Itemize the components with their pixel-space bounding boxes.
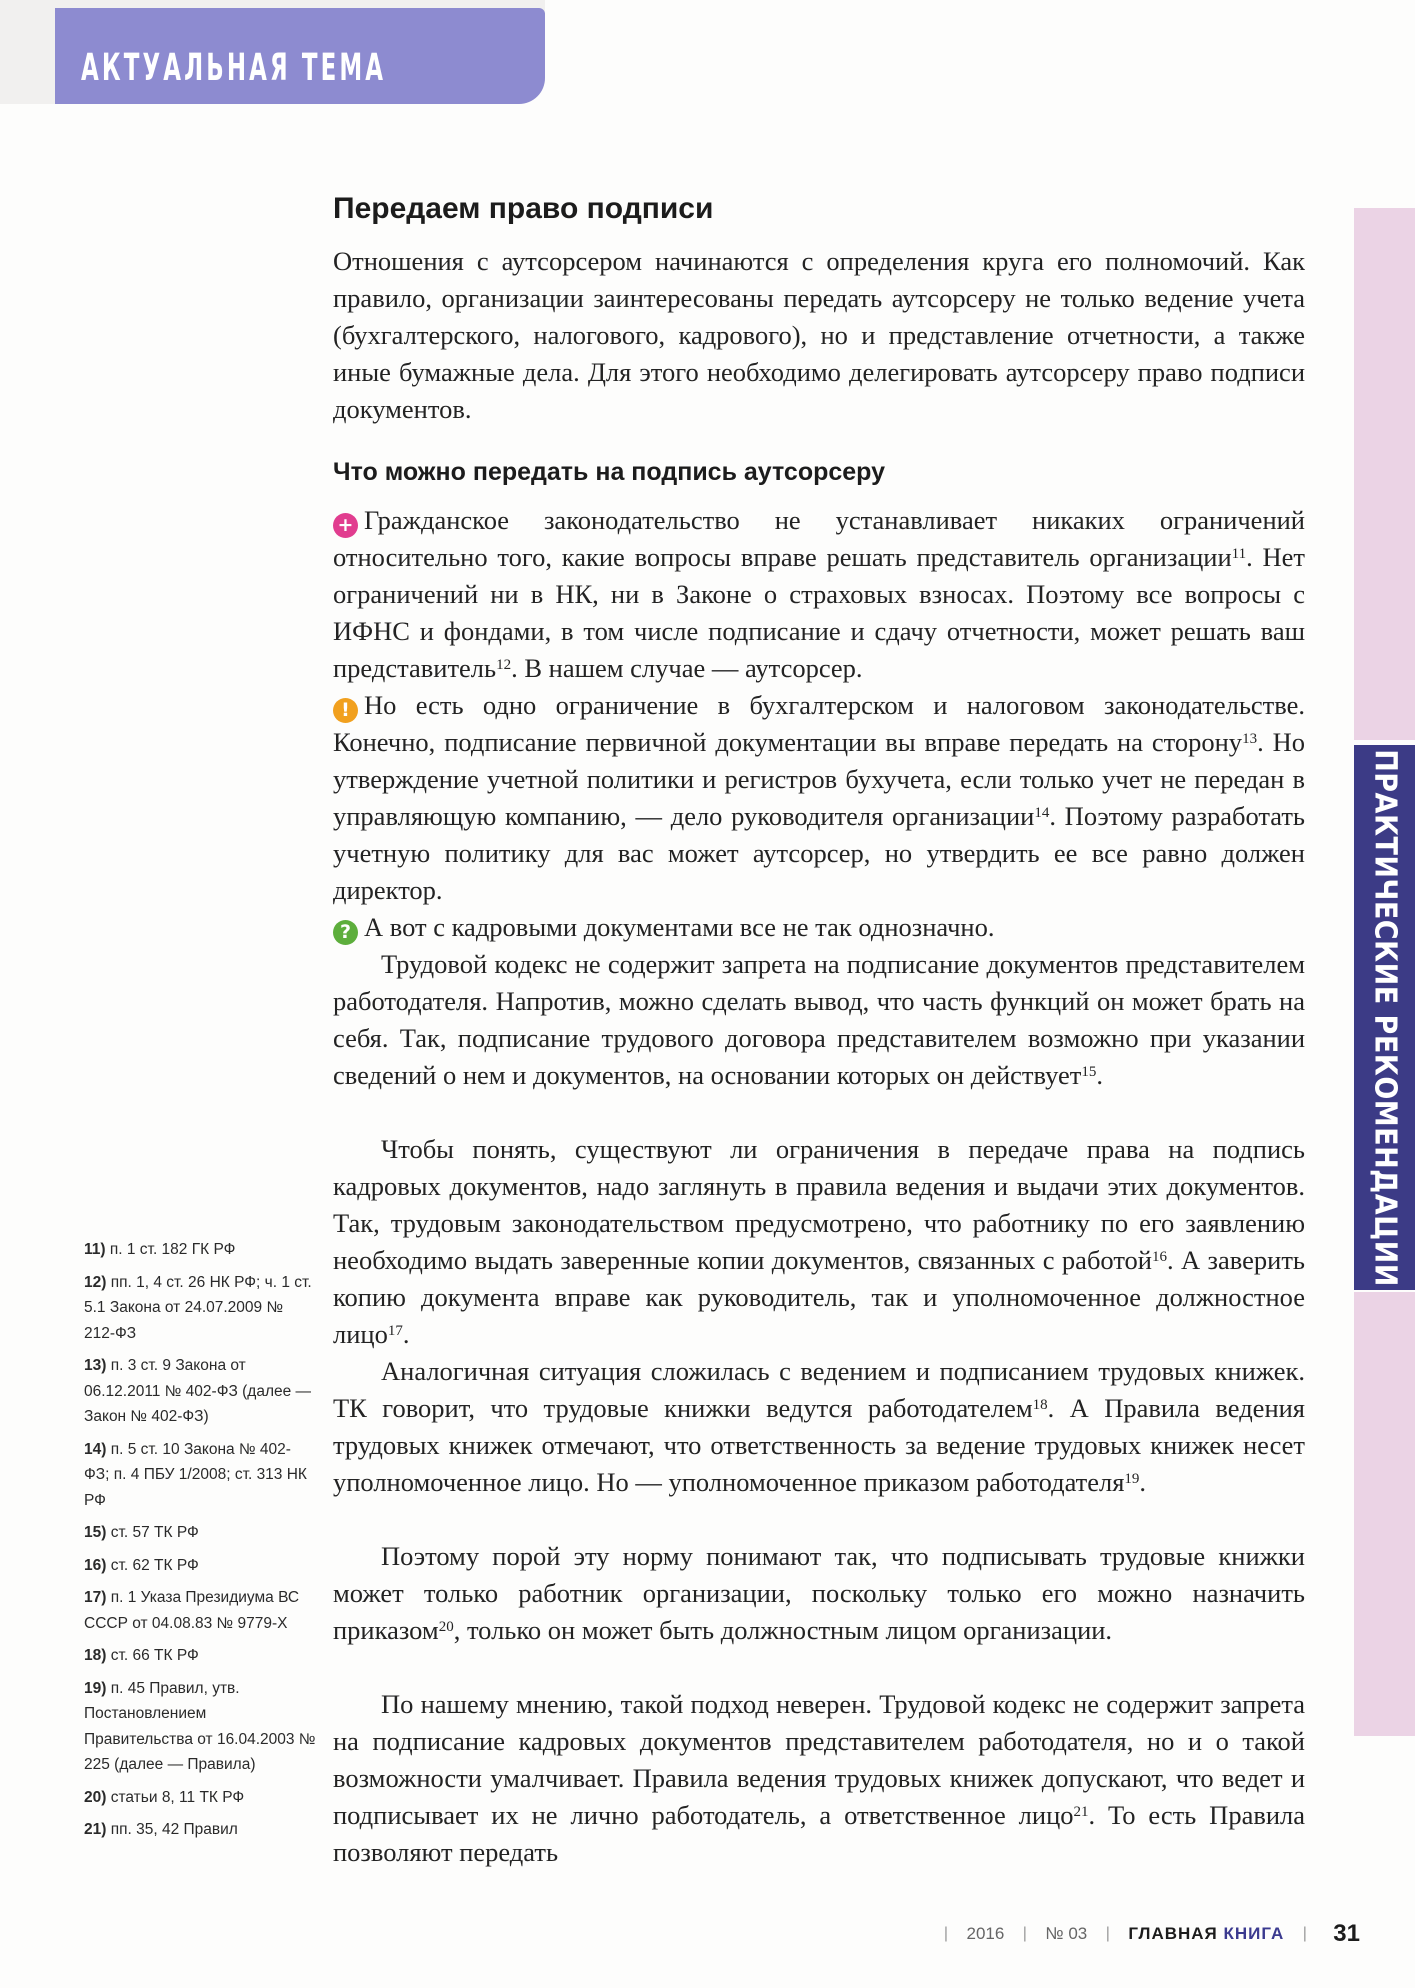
footnote: 19) п. 45 Правил, утв. Постановлением Правительства от 16.04.2003 № 225 (далее — Правила): [84, 1679, 316, 1773]
plus-icon: +: [333, 513, 358, 538]
footer-divider: |: [1022, 1925, 1027, 1942]
side-tab-decor-top: [1354, 208, 1415, 740]
article-heading: Передаем право подписи: [333, 192, 714, 225]
paragraph-5: Чтобы понять, существуют ли ограничения в передаче права на подпись кадровых документов, надо заглянуть в правила ведения и выдачи этих документов. Так, трудовым законодательством предусмотрено, что работнику по его заявлению необходимо выдать заверенные копии документов, связанных с работой$^{16}$. А заверить копию документа вправе как руководитель, так и уполномоченное должностное лицо$^{17}$.: [333, 1134, 1305, 1350]
footnote: 11) п. 1 ст. 182 ГК РФ: [84, 1241, 236, 1258]
footnotes-column: [84, 1237, 316, 1850]
exclamation-icon: !: [333, 698, 358, 723]
question-icon: ?: [333, 920, 358, 945]
footer-divider: |: [943, 1925, 949, 1942]
footnote: 13) п. 3 ст. 9 Закона от 06.12.2011 № 402-ФЗ (далее — Закон № 402-ФЗ): [84, 1357, 312, 1425]
article-subheading: Что можно передать на подпись аутсорсеру: [333, 458, 886, 486]
section-header-bar: [55, 8, 545, 104]
footnote-ref: 11: [1231, 546, 1247, 563]
section-title: АКТУАЛЬНАЯ ТЕМА: [81, 46, 387, 89]
footnote: 14) п. 5 ст. 10 Закона № 402-ФЗ; п. 4 ПБУ 1/2008; ст. 313 НК РФ: [84, 1440, 307, 1509]
footer-brand: ГЛАВНАЯ КНИГА: [1128, 1924, 1285, 1944]
footer-divider: |: [1105, 1925, 1110, 1942]
page-number: 31: [1333, 1920, 1360, 1947]
paragraph-4: Трудовой кодекс не содержит запрета на подписание документов представителем работодателя. Напротив, можно сделать вывод, что часть функций он может брать на себя. Так, подписание трудового договора представителем возможно при указании сведений о нем и документов, на основании которых он действует$^{15}$.: [333, 949, 1305, 1091]
footnote: 12) пп. 1, 4 ст. 26 НК РФ; ч. 1 ст. 5.1 Закона от 24.07.2009 № 212-ФЗ: [84, 1273, 312, 1342]
footnote: 15) ст. 57 ТК РФ: [84, 1524, 199, 1541]
footnote-ref: 14: [1034, 805, 1050, 822]
section-header: [0, 0, 545, 104]
side-tab-label: ПРАКТИЧЕСКИЕ РЕКОМЕНДАЦИИ: [1367, 748, 1402, 1287]
page-footer: [930, 1920, 1360, 1950]
footnote-ref: 13: [1242, 731, 1258, 748]
footnote: 18) ст. 66 ТК РФ: [84, 1647, 199, 1664]
paragraph-exclamation: ! Но есть одно ограничение в бухгалтерском и налоговом законодательстве. Конечно, подписание первичной документации вы вправе передать на сторону$^{13}$. Но утверждение учетной политики и регистров бухучета, если только учет не передан в управляющую компанию, — дело руководителя организации$^{14}$. Поэтому разработать учетную политику для вас может аутсорсер, но утвердить ее все равно должен директор.: [333, 690, 1306, 906]
footnote-ref: 18: [1032, 1397, 1048, 1414]
side-tab: [1354, 745, 1415, 1290]
footnote-ref: 16: [1152, 1249, 1167, 1266]
paragraph-8: По нашему мнению, такой подход неверен. Трудовой кодекс не содержит запрета на подписание кадровых документов представителем работодателя, но и о такой возможности умалчивает. Правила ведения трудовых книжек допускают, что ведет и подписывает их не лично работодатель, а ответственное лицо$^{21}$. То есть Правила позволяют передать: [333, 1689, 1306, 1868]
paragraph-question: ? А вот с кадровыми документами все не так однозначно.: [333, 909, 1305, 946]
footnote: 16) ст. 62 ТК РФ: [84, 1556, 199, 1574]
footer-divider: |: [1302, 1925, 1307, 1942]
footnote: 21) пп. 35, 42 Правил: [84, 1821, 238, 1838]
footnote-ref: 15: [1081, 1064, 1097, 1081]
paragraph-6: Аналогичная ситуация сложилась с ведением и подписанием трудовых книжек. ТК говорит, что трудовые книжки ведутся работодателем$^{18}$. А Правила ведения трудовых книжек отмечают, что ответственность за ведение трудовых книжек несет уполномоченное лицо. Но — уполномоченное приказом работодателя$^{19}$.: [333, 1356, 1305, 1498]
footer-year: 2016: [966, 1924, 1005, 1943]
paragraph-7: Поэтому порой эту норму понимают так, что подписывать трудовые книжки может только работник организации, поскольку только его можно назначить приказом$^{20}$, только он может быть должностным лицом организации.: [333, 1541, 1305, 1646]
footnote-ref: 19: [1124, 1471, 1140, 1488]
paragraph-plus: + Гражданское законодательство не устанавливает никаких ограничений относительно того, какие вопросы вправе решать представитель организации$^{11}$. Нет ограничений ни в НК, ни в Законе о страховых взносах. Поэтому все вопросы с ИФНС и фондами, в том числе подписание и сдачу отчетности, может решать ваш представитель$^{12}$. В нашем случае — аутсорсер.: [333, 505, 1305, 684]
side-tab-decor-bottom: [1354, 1292, 1415, 1736]
footnote-ref: 20: [438, 1619, 454, 1636]
intro-paragraph: Отношения с аутсорсером начинаются с определения круга его полномочий. Как правило, организации заинтересованы передать аутсорсеру не только ведение учета (бухгалтерского, налогового, кадрового), но и представление отчетности, а также иные бумажные дела. Для этого необходимо делегировать аутсорсеру право подписи документов.: [333, 246, 1305, 425]
footnote-ref: 21: [1073, 1804, 1089, 1821]
footnote-ref: 12: [496, 657, 512, 674]
footnote: 17) п. 1 Указа Президиума ВС СССР от 04.08.83 № 9779-Х: [84, 1589, 300, 1632]
footer-issue: № 03: [1045, 1924, 1088, 1943]
footnote: 20) статьи 8, 11 ТК РФ: [84, 1788, 245, 1806]
footnote-ref: 17: [387, 1323, 403, 1340]
